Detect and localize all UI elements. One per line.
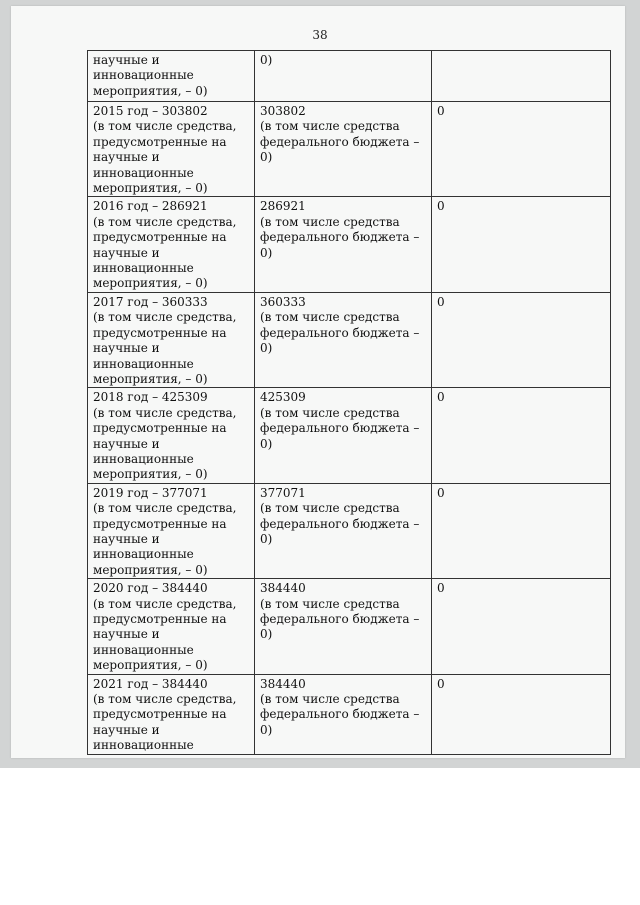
- table-cell-other: 0: [432, 483, 611, 578]
- table-cell-amount: 360333 (в том числе средства федерального бюджета – 0): [255, 292, 432, 387]
- table-cell-amount: 286921 (в том числе средства федерального бюджета – 0): [255, 197, 432, 292]
- table-cell-other: 0: [432, 388, 611, 483]
- table-cell-period: 2018 год – 425309 (в том числе средства, предусмотренные на научные и инновационные мероприятия, – 0): [88, 388, 255, 483]
- table-cell-other: 0: [432, 674, 611, 754]
- table-cell-amount: 384440 (в том числе средства федерального бюджета – 0): [255, 674, 432, 754]
- table-cell-period: 2015 год – 303802 (в том числе средства, предусмотренные на научные и инновационные мероприятия, – 0): [88, 102, 255, 197]
- table-row: [88, 579, 611, 674]
- table-cell-period: 2021 год – 384440 (в том числе средства, предусмотренные на научные и инновационные: [88, 674, 255, 754]
- table-cell-amount: 377071 (в том числе средства федерального бюджета – 0): [255, 483, 432, 578]
- table-row: [88, 674, 611, 754]
- table-cell-amount: 0): [255, 51, 432, 102]
- table-cell-other: 0: [432, 102, 611, 197]
- table-cell-other: 0: [432, 197, 611, 292]
- table-cell-other: 0: [432, 579, 611, 674]
- table-row: [88, 197, 611, 292]
- table-cell-period: 2020 год – 384440 (в том числе средства, предусмотренные на научные и инновационные мероприятия, – 0): [88, 579, 255, 674]
- table-cell-amount: 425309 (в том числе средства федерального бюджета – 0): [255, 388, 432, 483]
- table-cell-other: [432, 51, 611, 102]
- table-cell-other: 0: [432, 292, 611, 387]
- table-row: [88, 292, 611, 387]
- table-row: [88, 51, 611, 102]
- table-cell-period: научные и инновационные мероприятия, – 0): [88, 51, 255, 102]
- table-cell-amount: 303802 (в том числе средства федерального бюджета – 0): [255, 102, 432, 197]
- table-row: [88, 102, 611, 197]
- table-row: [88, 388, 611, 483]
- budget-table: [87, 50, 611, 755]
- page-number: 38: [312, 28, 328, 42]
- table-cell-period: 2019 год – 377071 (в том числе средства, предусмотренные на научные и инновационные мероприятия, – 0): [88, 483, 255, 578]
- table-cell-period: 2017 год – 360333 (в том числе средства, предусмотренные на научные и инновационные мероприятия, – 0): [88, 292, 255, 387]
- table-cell-period: 2016 год – 286921 (в том числе средства, предусмотренные на научные и инновационные мероприятия, – 0): [88, 197, 255, 292]
- table-cell-amount: 384440 (в том числе средства федерального бюджета – 0): [255, 579, 432, 674]
- table-row: [88, 483, 611, 578]
